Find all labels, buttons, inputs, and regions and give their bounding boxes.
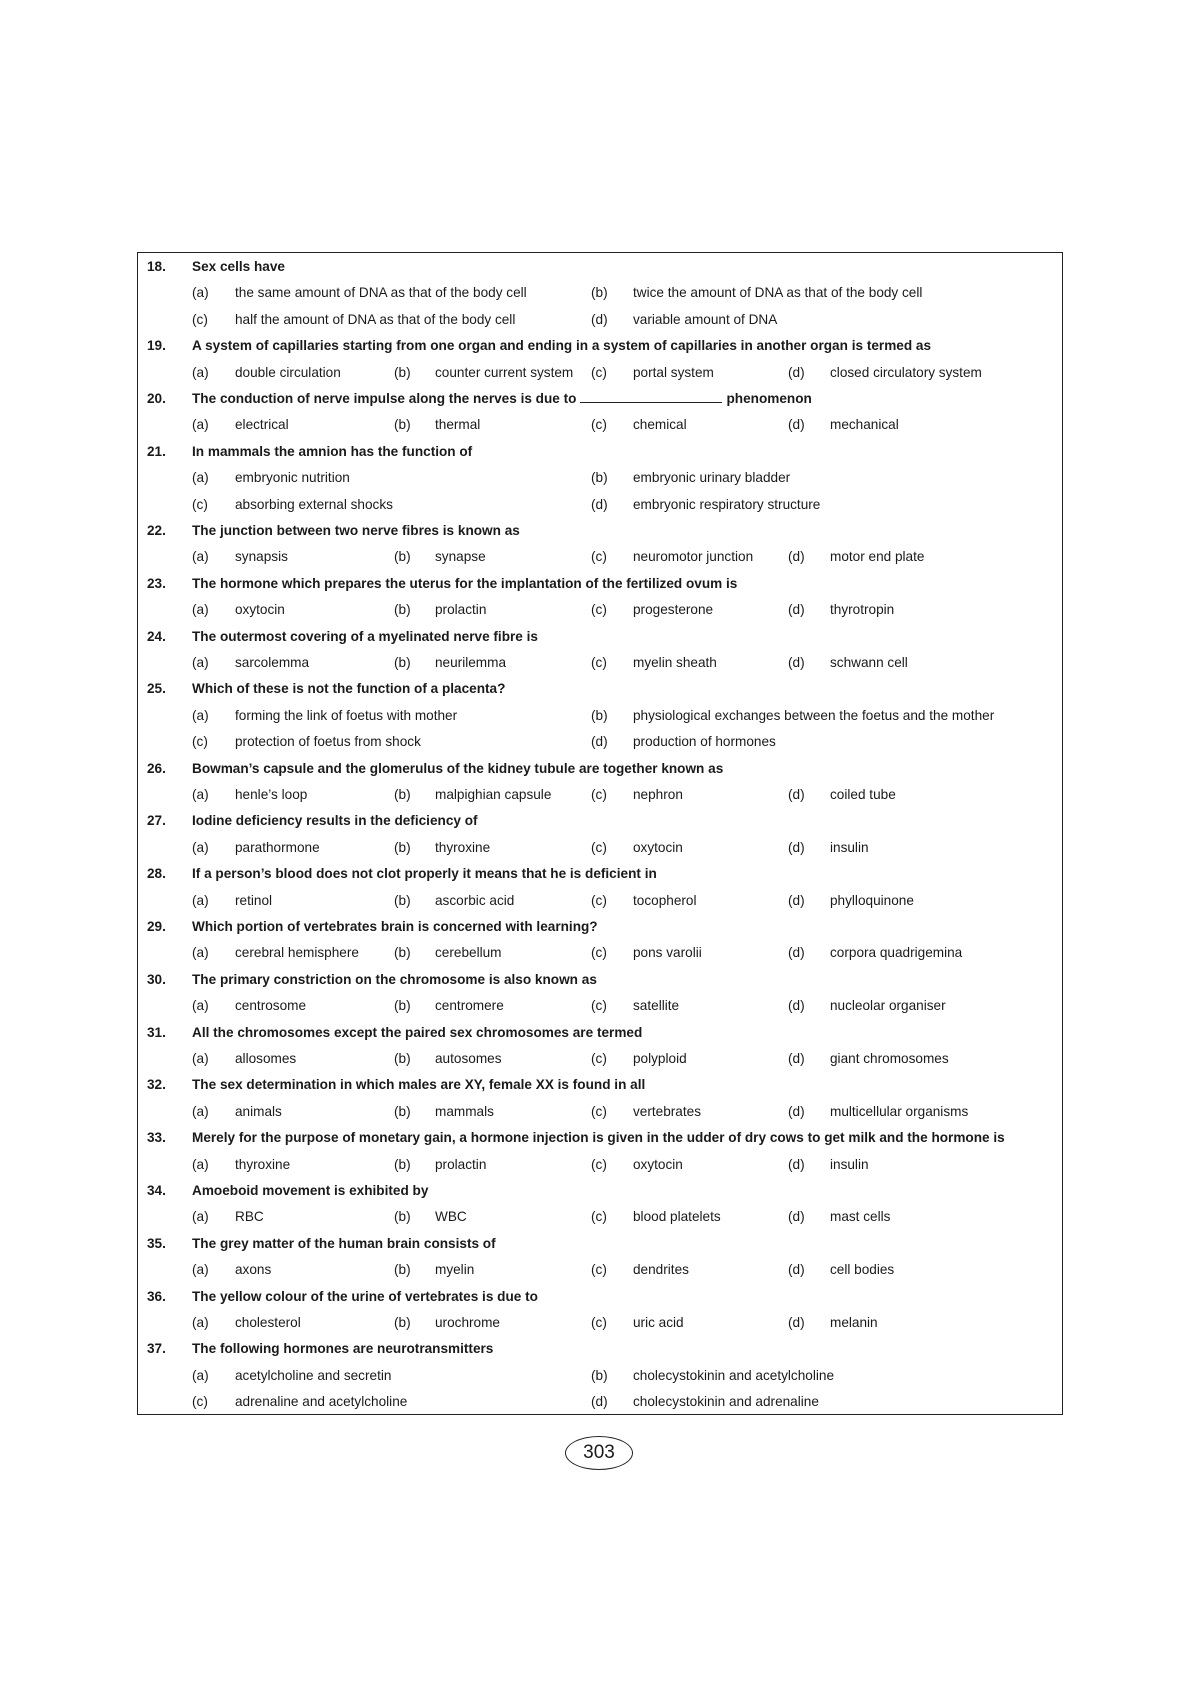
option-label: (a) (192, 1051, 209, 1066)
question-number: 28. (147, 866, 166, 882)
option-label: (d) (591, 311, 608, 327)
option-label: (d) (788, 1103, 805, 1119)
option-row (138, 782, 1062, 808)
option-label: (c) (591, 364, 607, 380)
option-text: ascorbic acid (435, 892, 515, 908)
option-label: (a) (192, 549, 209, 565)
option-label: (c) (591, 839, 607, 855)
option-row (138, 993, 1062, 1019)
question-row (138, 967, 1062, 993)
option-text: mammals (435, 1103, 494, 1119)
option-label: (c) (591, 892, 607, 908)
option-label: (c) (591, 1103, 607, 1119)
option-label: (c) (591, 787, 607, 802)
page-number: 303 (565, 1436, 633, 1470)
option-row (138, 650, 1062, 676)
question-text (192, 1336, 493, 1362)
option-label: (a) (192, 364, 209, 380)
option-label: (d) (788, 364, 805, 380)
question-number: 26. (147, 760, 166, 776)
question-text-main: Which of these is not the function of a placenta? (192, 681, 506, 697)
option-text: axons (235, 1262, 272, 1278)
option-text: nephron (633, 787, 683, 802)
option-label: (a) (192, 707, 209, 723)
option-text: thyroxine (435, 839, 491, 855)
question-row (138, 1284, 1062, 1310)
question-row (138, 386, 1062, 412)
option-label: (b) (394, 1156, 411, 1172)
option-label: (d) (788, 787, 805, 802)
option-text: satellite (633, 998, 680, 1014)
option-label: (c) (591, 1156, 607, 1172)
question-text (192, 756, 723, 782)
option-label: (a) (192, 998, 209, 1014)
question-number: 21. (147, 443, 166, 459)
option-text: corpora quadrigemina (830, 945, 963, 961)
question-number: 19. (147, 338, 166, 354)
option-text: motor end plate (830, 549, 925, 565)
option-text: WBC (435, 1209, 467, 1225)
question-number: 33. (147, 1130, 166, 1146)
option-text: closed circulatory system (830, 364, 982, 380)
question-text-main: The outermost covering of a myelinated nerve fibre is (192, 628, 538, 644)
option-text: twice the amount of DNA as that of the body cell (633, 285, 923, 301)
option-text: portal system (633, 364, 714, 380)
option-label: (b) (394, 998, 411, 1014)
option-text: malpighian capsule (435, 787, 552, 802)
option-label: (c) (192, 311, 208, 327)
option-text: cell bodies (830, 1262, 895, 1278)
option-label: (d) (788, 655, 805, 670)
option-label: (a) (192, 1156, 209, 1172)
option-text: prolactin (435, 602, 487, 618)
option-text: cerebellum (435, 945, 502, 961)
option-text: vertebrates (633, 1103, 702, 1119)
option-label: (c) (591, 417, 607, 433)
option-label: (c) (591, 1262, 607, 1278)
question-text (192, 676, 505, 702)
question-number: 24. (147, 628, 166, 644)
option-label: (a) (192, 945, 209, 961)
option-row (138, 412, 1062, 438)
question-number: 30. (147, 971, 166, 987)
question-number: 31. (147, 1024, 166, 1040)
option-row (138, 835, 1062, 861)
option-text: phylloquinone (830, 892, 914, 908)
question-number: 23. (147, 575, 166, 591)
question-row (138, 808, 1062, 834)
question-text (192, 861, 657, 887)
option-text: synapsis (235, 549, 288, 565)
option-label: (b) (591, 285, 608, 301)
question-text (192, 1231, 496, 1257)
option-text: giant chromosomes (830, 1051, 949, 1066)
option-text: retinol (235, 892, 273, 908)
option-text: RBC (235, 1209, 264, 1225)
option-text: melanin (830, 1315, 878, 1330)
option-label: (b) (394, 892, 411, 908)
option-label: (c) (591, 655, 607, 670)
option-label: (a) (192, 417, 209, 433)
question-row (138, 254, 1062, 280)
option-label: (b) (394, 1103, 411, 1119)
option-row (138, 544, 1062, 570)
option-text: progesterone (633, 602, 714, 618)
option-text: nucleolar organiser (830, 998, 946, 1014)
question-text (192, 1284, 538, 1310)
option-label: (c) (591, 998, 607, 1014)
question-text (192, 967, 597, 993)
option-text: mechanical (830, 417, 899, 433)
option-label: (d) (788, 602, 805, 618)
option-label: (a) (192, 1103, 209, 1119)
question-text (192, 808, 478, 834)
option-text: autosomes (435, 1051, 502, 1066)
option-label: (c) (192, 734, 208, 750)
option-row (138, 597, 1062, 623)
option-label: (d) (591, 1394, 608, 1410)
option-label: (d) (788, 1051, 805, 1066)
question-text (192, 254, 285, 280)
option-row (138, 1363, 1062, 1389)
option-text: oxytocin (633, 1156, 683, 1172)
question-row (138, 624, 1062, 650)
question-text-after-blank: phenomenon (726, 391, 812, 406)
option-text: adrenaline and acetylcholine (235, 1394, 408, 1410)
option-text: cholesterol (235, 1315, 301, 1330)
question-row (138, 756, 1062, 782)
option-text: henle’s loop (235, 787, 308, 802)
option-label: (a) (192, 787, 209, 802)
option-row (138, 1204, 1062, 1230)
option-text: embryonic nutrition (235, 470, 350, 486)
option-text: mast cells (830, 1209, 891, 1225)
option-label: (b) (591, 1367, 608, 1383)
question-row (138, 1336, 1062, 1362)
option-row (138, 888, 1062, 914)
question-number: 20. (147, 391, 166, 406)
question-text-main: The hormone which prepares the uterus for the implantation of the fertilized ovum is (192, 575, 738, 591)
option-text: parathormone (235, 839, 320, 855)
option-text: tocopherol (633, 892, 697, 908)
option-label: (d) (788, 1209, 805, 1225)
option-label: (d) (591, 496, 608, 512)
question-text-main: A system of capillaries starting from one organ and ending in a system of capillaries in another organ is termed as (192, 338, 932, 354)
option-row (138, 1257, 1062, 1283)
option-label: (d) (788, 998, 805, 1014)
question-text-main: The junction between two nerve fibres is known as (192, 523, 520, 538)
question-text-main: The grey matter of the human brain consists of (192, 1235, 496, 1251)
option-label: (a) (192, 285, 209, 301)
question-text-main: Merely for the purpose of monetary gain, a hormone injection is given in the udder of dry cows to get milk and the hormone is (192, 1130, 1005, 1146)
question-number: 34. (147, 1183, 166, 1198)
question-number: 27. (147, 813, 166, 829)
option-text: myelin sheath (633, 655, 717, 670)
question-text-main: All the chromosomes except the paired sex chromosomes are termed (192, 1024, 643, 1040)
option-text: cerebral hemisphere (235, 945, 359, 961)
option-text: coiled tube (830, 787, 896, 802)
question-number: 36. (147, 1288, 166, 1304)
option-text: production of hormones (633, 734, 776, 750)
question-number: 32. (147, 1077, 166, 1093)
option-row (138, 465, 1062, 491)
question-text (192, 1020, 642, 1046)
question-row (138, 333, 1062, 359)
option-text: allosomes (235, 1051, 297, 1066)
question-text (192, 518, 520, 544)
option-row (138, 1099, 1062, 1125)
option-row (138, 280, 1062, 306)
option-text: myelin (435, 1262, 475, 1278)
option-label: (b) (394, 787, 411, 802)
option-label: (b) (394, 655, 411, 670)
question-text-main: The sex determination in which males are XY, female XX is found in all (192, 1077, 646, 1093)
option-text: electrical (235, 417, 289, 433)
option-text: protection of foetus from shock (235, 734, 421, 750)
option-row (138, 360, 1062, 386)
option-label: (c) (591, 945, 607, 961)
option-text: forming the link of foetus with mother (235, 707, 458, 723)
option-text: half the amount of DNA as that of the body cell (235, 311, 516, 327)
option-row (138, 703, 1062, 729)
option-label: (a) (192, 892, 209, 908)
option-label: (d) (788, 1315, 805, 1330)
question-box (137, 252, 1063, 1415)
question-text-main: The following hormones are neurotransmitters (192, 1341, 494, 1357)
option-text: thyrotropin (830, 602, 895, 618)
option-label: (c) (591, 549, 607, 565)
fill-in-blank (580, 390, 722, 403)
option-row (138, 1389, 1062, 1415)
question-text-main: The yellow colour of the urine of vertebrates is due to (192, 1288, 538, 1304)
option-text: oxytocin (633, 839, 683, 855)
option-text: dendrites (633, 1262, 689, 1278)
question-row (138, 1020, 1062, 1046)
question-row (138, 1125, 1062, 1151)
option-label: (c) (192, 1394, 208, 1410)
option-label: (a) (192, 1367, 209, 1383)
option-label: (b) (394, 839, 411, 855)
option-label: (b) (394, 602, 411, 618)
option-label: (b) (394, 945, 411, 961)
question-row (138, 1072, 1062, 1098)
option-label: (d) (788, 549, 805, 565)
question-text-main: Iodine deficiency results in the deficiency of (192, 813, 478, 829)
option-text: the same amount of DNA as that of the body cell (235, 285, 527, 301)
option-text: variable amount of DNA (633, 311, 778, 327)
option-label: (a) (192, 602, 209, 618)
option-row (138, 492, 1062, 518)
option-text: neurilemma (435, 655, 507, 670)
question-text (192, 1125, 1005, 1151)
option-label: (c) (192, 496, 208, 512)
option-label: (d) (591, 734, 608, 750)
option-text: polyploid (633, 1051, 687, 1066)
option-text: synapse (435, 549, 486, 565)
option-label: (b) (394, 549, 411, 565)
question-text-main: Amoeboid movement is exhibited by (192, 1183, 429, 1198)
question-text (192, 333, 931, 359)
option-text: thyroxine (235, 1156, 291, 1172)
option-row (138, 729, 1062, 755)
option-label: (b) (591, 470, 608, 486)
option-label: (b) (394, 1051, 411, 1066)
question-text-main: The primary constriction on the chromosome is also known as (192, 971, 597, 987)
question-text-main: In mammals the amnion has the function of (192, 443, 473, 459)
question-text-main: Which portion of vertebrates brain is concerned with learning? (192, 919, 598, 934)
option-label: (c) (591, 1209, 607, 1225)
option-label: (d) (788, 417, 805, 433)
option-label: (c) (591, 1315, 607, 1330)
question-text-main: The conduction of nerve impulse along the nerves is due to (192, 391, 577, 406)
option-label: (d) (788, 1262, 805, 1278)
option-label: (d) (788, 1156, 805, 1172)
question-number: 25. (147, 681, 166, 697)
option-label: (b) (394, 1209, 411, 1225)
option-label: (a) (192, 470, 209, 486)
option-label: (a) (192, 1315, 209, 1330)
question-row (138, 676, 1062, 702)
question-number: 35. (147, 1235, 166, 1251)
option-text: embryonic urinary bladder (633, 470, 791, 486)
option-label: (d) (788, 839, 805, 855)
question-number: 37. (147, 1341, 166, 1357)
question-number: 22. (147, 523, 166, 538)
option-text: prolactin (435, 1156, 487, 1172)
question-text (192, 439, 472, 465)
option-text: multicellular organisms (830, 1103, 969, 1119)
question-text (192, 914, 598, 940)
option-label: (d) (788, 945, 805, 961)
option-row (138, 1152, 1062, 1178)
option-text: centrosome (235, 998, 307, 1014)
question-number: 18. (147, 259, 166, 274)
option-text: cholecystokinin and acetylcholine (633, 1367, 835, 1383)
option-text: animals (235, 1103, 282, 1119)
question-text (192, 624, 538, 650)
option-label: (c) (591, 1051, 607, 1066)
option-text: pons varolii (633, 945, 702, 961)
option-text: chemical (633, 417, 687, 433)
option-text: insulin (830, 839, 869, 855)
question-text (192, 386, 812, 412)
option-text: neuromotor junction (633, 549, 754, 565)
option-text: urochrome (435, 1315, 500, 1330)
option-text: cholecystokinin and adrenaline (633, 1394, 819, 1410)
option-row (138, 1046, 1062, 1072)
option-label: (b) (394, 417, 411, 433)
option-text: centromere (435, 998, 504, 1014)
question-row (138, 1231, 1062, 1257)
option-text: double circulation (235, 364, 341, 380)
option-row (138, 307, 1062, 333)
question-row (138, 571, 1062, 597)
option-text: counter current system (435, 364, 574, 380)
option-label: (c) (591, 602, 607, 618)
option-label: (d) (788, 892, 805, 908)
option-text: oxytocin (235, 602, 285, 618)
option-text: absorbing external shocks (235, 496, 393, 512)
option-row (138, 940, 1062, 966)
option-text: embryonic respiratory structure (633, 496, 821, 512)
option-label: (a) (192, 1209, 209, 1225)
option-text: physiological exchanges between the foetus and the mother (633, 707, 995, 723)
question-text (192, 1072, 645, 1098)
option-label: (b) (394, 1262, 411, 1278)
question-text-main: Bowman’s capsule and the glomerulus of the kidney tubule are together known as (192, 760, 724, 776)
option-text: insulin (830, 1156, 869, 1172)
question-text (192, 1178, 428, 1204)
question-row (138, 439, 1062, 465)
question-text-main: Sex cells have (192, 259, 285, 274)
option-row (138, 1310, 1062, 1336)
question-row (138, 1178, 1062, 1204)
option-text: sarcolemma (235, 655, 310, 670)
question-text (192, 571, 737, 597)
option-text: schwann cell (830, 655, 908, 670)
option-text: blood platelets (633, 1209, 721, 1225)
question-number: 29. (147, 919, 166, 934)
option-label: (a) (192, 839, 209, 855)
question-text-main: If a person’s blood does not clot properly it means that he is deficient in (192, 866, 657, 882)
option-text: acetylcholine and secretin (235, 1367, 392, 1383)
option-text: thermal (435, 417, 481, 433)
question-row (138, 861, 1062, 887)
option-label: (b) (591, 707, 608, 723)
option-label: (a) (192, 1262, 209, 1278)
question-row (138, 518, 1062, 544)
option-label: (b) (394, 1315, 411, 1330)
option-label: (a) (192, 655, 209, 670)
option-text: uric acid (633, 1315, 684, 1330)
question-row (138, 914, 1062, 940)
option-label: (b) (394, 364, 411, 380)
